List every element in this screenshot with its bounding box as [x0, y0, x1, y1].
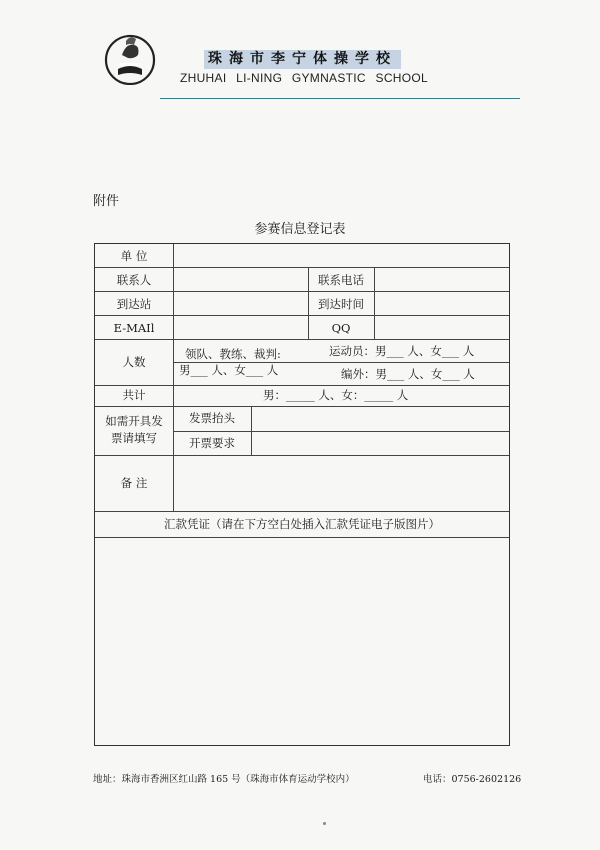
scan-dot [323, 822, 326, 825]
invoice-req-field[interactable] [253, 433, 507, 454]
email-label: E-MAIl [113, 321, 155, 335]
footer-address: 地址：珠海市香洲区红山路 165 号（珠海市体育运动学校内） [93, 774, 355, 785]
school-logo-icon [104, 33, 156, 85]
remittance-label: 汇款凭证（请在下方空白处插入汇款凭证电子版图片） [164, 517, 440, 531]
school-name-en: ZHUHAI LI-NING GYMNASTIC SCHOOL [180, 71, 428, 85]
qq-field[interactable] [376, 317, 507, 338]
invoice-label-line1: 如需开具发 [105, 414, 163, 428]
arrival-time-label: 到达时间 [318, 297, 364, 311]
contact-field[interactable] [175, 269, 307, 290]
attachment-label: 附件 [93, 194, 120, 209]
footer-phone: 电话：0756-2602126 [423, 774, 522, 785]
email-field[interactable] [175, 317, 307, 338]
arrival-station-field[interactable] [175, 293, 307, 314]
header-divider [160, 98, 520, 99]
registration-form [94, 243, 510, 746]
remarks-label: 备 注 [120, 476, 148, 490]
total-value[interactable]: 男：_____ 人、女：_____ 人 [263, 388, 409, 402]
contact-phone-label: 联系电话 [318, 273, 364, 287]
remarks-field[interactable] [175, 457, 507, 510]
invoice-label-line2: 票请填写 [111, 431, 157, 445]
headcount-label: 人数 [122, 355, 146, 369]
qq-label: QQ [331, 321, 351, 335]
athlete-count[interactable]: 运动员：男___ 人、女___ 人 [329, 344, 475, 358]
invoice-title-field[interactable] [253, 408, 507, 430]
school-name-cn: 珠海市李宁体操学校 [204, 50, 401, 69]
total-label: 共计 [122, 388, 146, 402]
staff-count-line1: 领队、教练、裁判: [185, 347, 281, 361]
extra-count[interactable]: 编外：男___ 人、女___ 人 [341, 367, 475, 381]
unit-label: 单 位 [120, 249, 148, 263]
invoice-req-label: 开票要求 [189, 436, 235, 450]
remittance-image-area[interactable] [97, 539, 507, 744]
arrival-station-label: 到达站 [116, 297, 152, 311]
arrival-time-field[interactable] [376, 293, 507, 314]
invoice-title-label: 发票抬头 [189, 411, 235, 425]
contact-phone-field[interactable] [376, 269, 507, 290]
staff-count-line2[interactable]: 男___ 人、女___ 人 [179, 363, 279, 377]
contact-label: 联系人 [116, 273, 152, 287]
form-title: 参赛信息登记表 [254, 222, 346, 237]
unit-field[interactable] [175, 246, 507, 266]
